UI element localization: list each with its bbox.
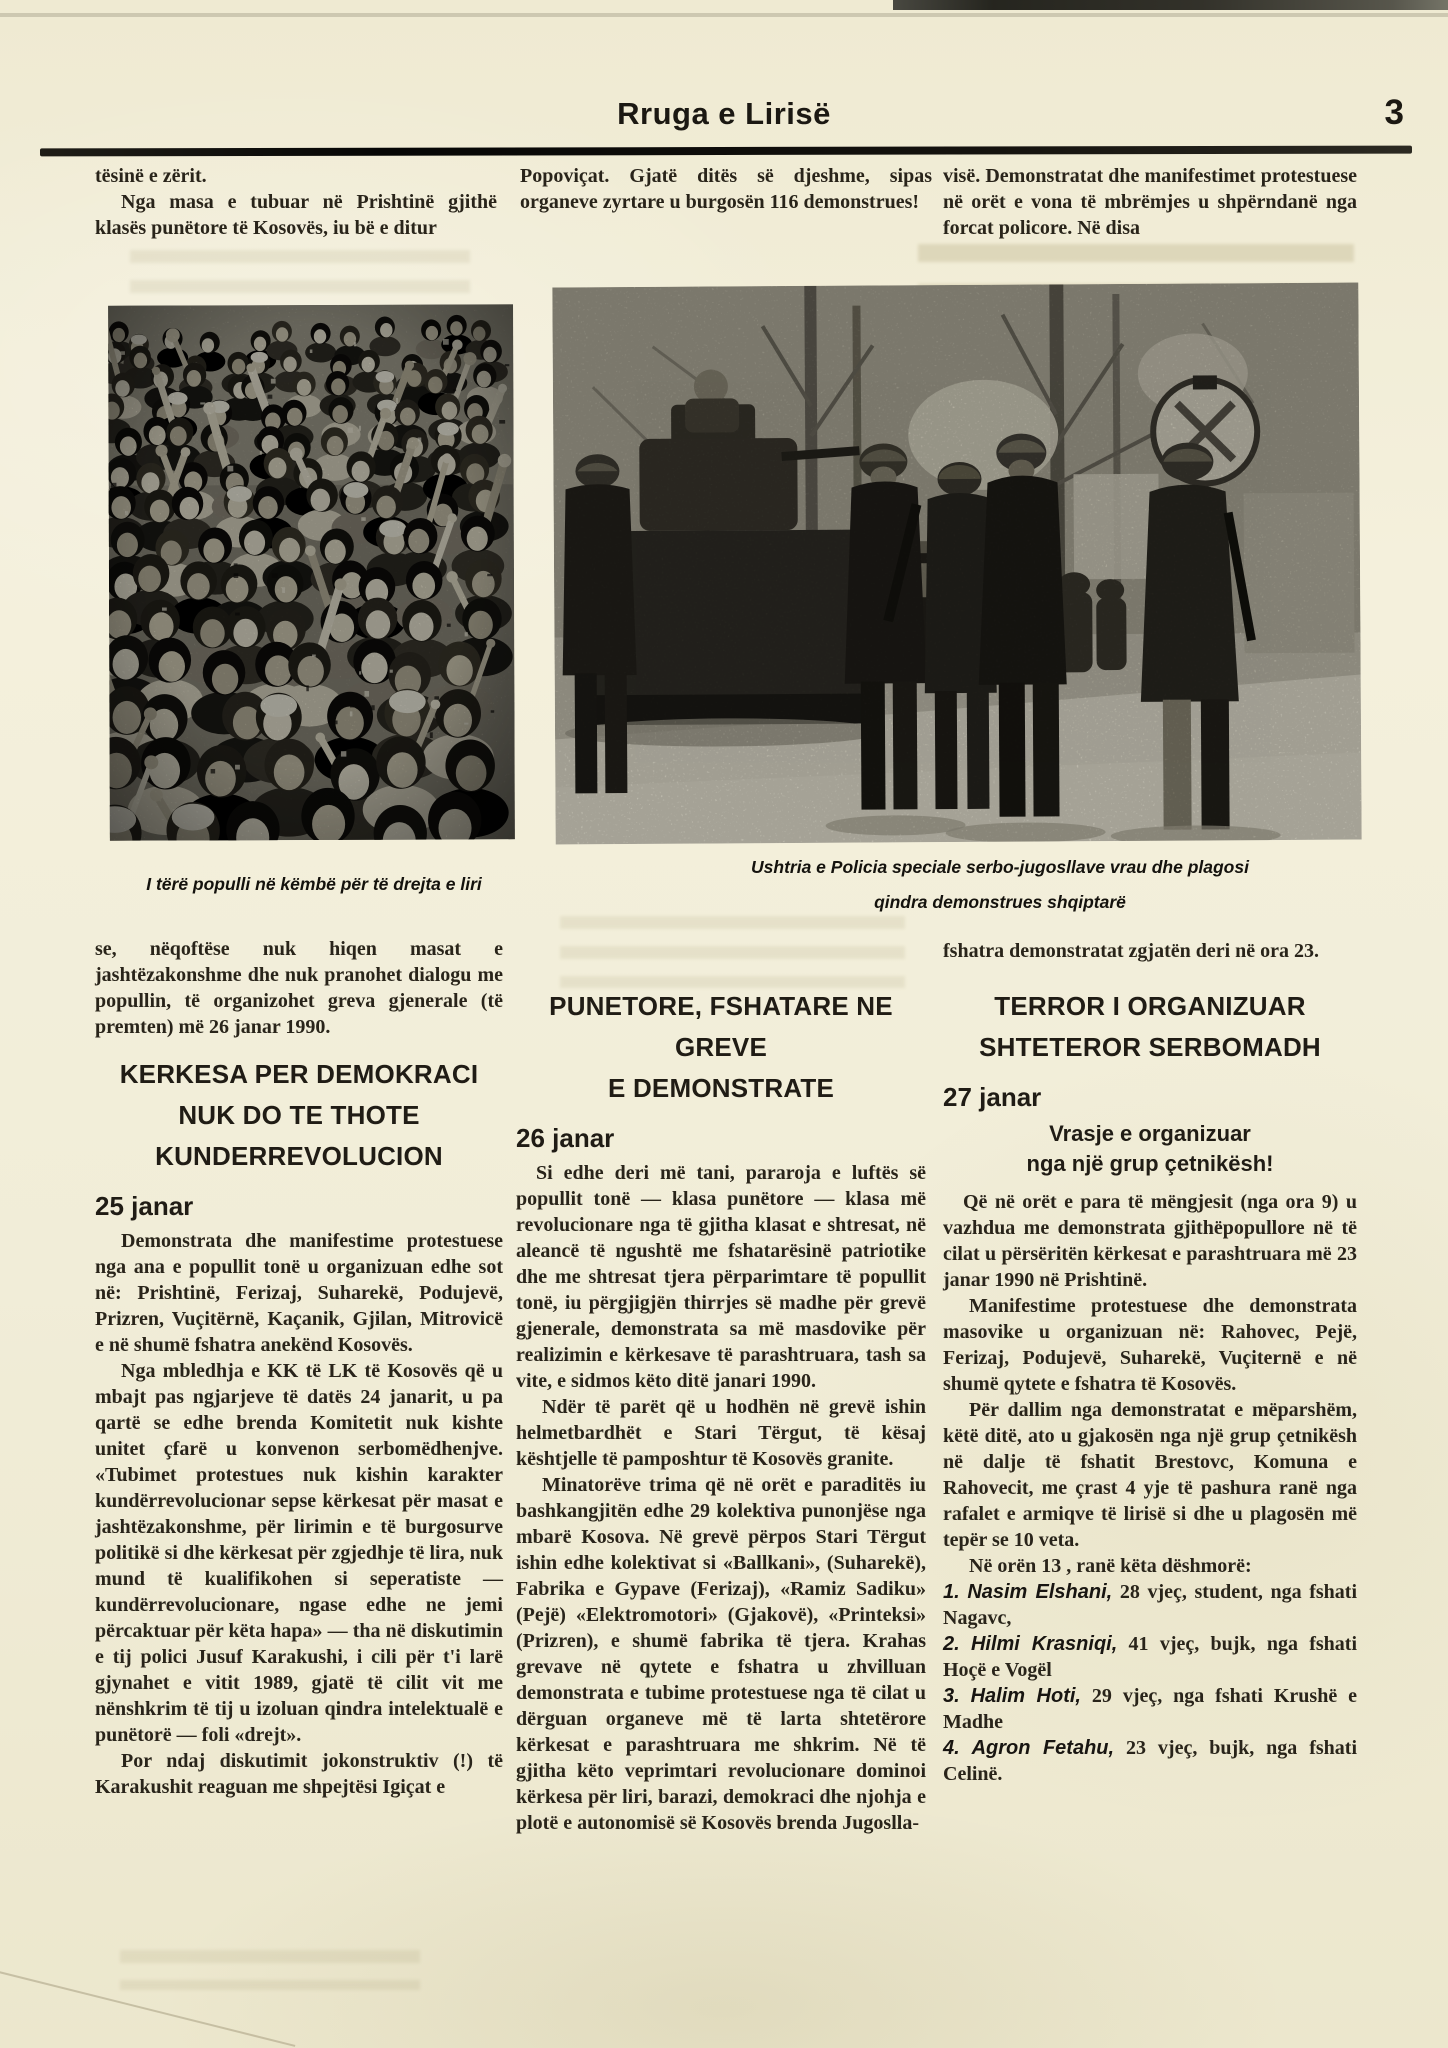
victim-list-item xyxy=(943,1735,1357,1787)
paragraph: visë. Demonstratat dhe manifestimet protestuese në orët e vona të mbrëmjes u shpërndanë nga forcat policore. Në disa xyxy=(943,165,1357,239)
victim-name: Halim Hoti, xyxy=(970,1685,1081,1707)
headline-line: KERKESA PER DEMOKRACI xyxy=(119,1059,479,1089)
article-column-middle xyxy=(516,986,926,1836)
paragraph: Në orën 13 , ranë këta dëshmorë: xyxy=(969,1555,1252,1577)
header-rule xyxy=(40,146,1412,157)
crowd-photo-image xyxy=(108,304,515,840)
victim-list-item xyxy=(943,1579,1357,1631)
police-street-photo-image xyxy=(552,283,1361,845)
paragraph: Si edhe deri më tani, pararoja e luftës së popullit tonë — klasa punëtore — klasa më revolucionare nga të gjitha klasat e shtresat, në aleancë të ngushtë me fshatarësinë patriotike dhe me shtresat tjera përparimtare të popullit tonë, iu përgjigjën thirrjes së madhe për grevë gjenerale, demonstrata sa më masdovike për realizimin e kërkesave të parashtruara, tash sa vite, e sidmos këto ditë janari 1990. xyxy=(516,1162,926,1392)
paragraph: Demonstrata dhe manifestime protestuese nga ana e popullit tonë u organizuan edhe sot në: Prishtinë, Ferizaj, Suharekë, Podujevë, Prizren, Vuçitërnë, Kaçanik, Gjilan, Mitrovicë e në shumë fshatra anekënd Kosovës. xyxy=(95,1230,503,1356)
paragraph: Por ndaj diskutimit jokonstruktiv (!) të Karakushit reaguan me shpejtësi Igiçat e xyxy=(95,1750,503,1798)
article-column-right xyxy=(943,938,1357,1787)
paragraph: Për dallim nga demonstratat e mëparshëm, këtë ditë, ato u gjakosën nga një grup çetnikësh në dalje të fshatit Brestovc, Komuna e Rahovecit, me çrast 4 yje të pashura ranë nga rafalet e armiqve të lirisë si dhe u plagosën më tepër se 10 veta. xyxy=(943,1399,1357,1551)
victim-number: 1. xyxy=(943,1581,960,1603)
paragraph: tësinë e zërit. xyxy=(95,165,207,187)
intro-column-1 xyxy=(95,163,497,241)
bleedthrough-ghost xyxy=(130,250,470,296)
scan-artifact-line xyxy=(0,13,1448,17)
scan-artifact-top-bar xyxy=(893,0,1448,10)
page-number: 3 xyxy=(1384,93,1404,132)
headline-line: SHTETEROR SERBOMADH xyxy=(979,1032,1321,1062)
paragraph: Nga mbledhja e KK të LK të Kosovës që u mbajt pas ngjarjeve të datës 24 janarit, u pa qartë se edhe brenda Komitetit nuk kishte unitet çfarë u konvenon serbomëdhenjve. «Tubimet protestues nuk kishin karakter kundërrevolucionar sepse kërkesat për masat e jashtëzakonshme, për lirimin e të burgosurve politikë si dhe kërkesat për zgjedhje të lira, nuk mund të kualifikohen si seperatiste — kundërrevolucionare, ngase edhe ne jemi përcaktuar për këta hapa» — tha në diskutimin e tij polici Jusuf Karakushi, i cili për t'i larë gjynahet e vitit 1989, gjatë të cilit vit me nënshkrim të tij u izoluan qindra intelektualë e punëtorë — foli «drejt». xyxy=(95,1360,503,1746)
bleedthrough-ghost xyxy=(120,1950,420,1990)
headline-line: KUNDERREVOLUCION xyxy=(155,1141,443,1171)
subhead-line: nga një grup çetnikësh! xyxy=(1026,1151,1274,1176)
date-subhead-25-janar: 25 janar xyxy=(95,1191,194,1221)
paragraph: Manifestime protestuese dhe demonstrata masovike u organizuan në: Rahovec, Pejë, Ferizaj, Podujevë, Suharekë, Vuçiternë e në shumë qytete e fshatra të Kosovës. xyxy=(943,1295,1357,1395)
photo-caption-left: I tërë populli në këmbë për të drejta e liri xyxy=(146,874,482,894)
intro-column-3 xyxy=(943,163,1357,241)
paragraph: Minatorëve trima që në orët e paraditës iu bashkangjitën edhe 29 kolektiva punonjëse nga mbarë Kosova. Në grevë përpos Stari Tërgut ishin edhe kolektivat si «Ballkani», (Suharekë), Fabrika e Gypave (Ferizaj), «Ramiz Sadiku» (Pejë) «Elektromotori» (Gjakovë), «Printeksi» (Prizren), e shumë fabrika të tjera. Krahas grevave në qytete e fshatra u zhvilluan demonstrata e tubime protestuese nga të cilat u dërguan organeve më të larta shtetërore kërkesat e parashtruara me shkrim. Në të gjitha këto veprimtari revolucionare dominoi kërkesa për liri, barazi, demokraci dhe njohja e plotë e autonomisë së Kosovës brenda Jugoslla- xyxy=(516,1474,926,1834)
victim-list-item xyxy=(943,1631,1357,1683)
crowd-photo xyxy=(108,304,515,840)
article-headline-middle xyxy=(516,986,926,1109)
article-headline-right xyxy=(943,986,1357,1068)
victim-details: 28 vjeç, student, nga fshati Nagavc, xyxy=(943,1581,1358,1629)
intro-column-2 xyxy=(520,163,932,215)
article-column-left xyxy=(95,936,503,1800)
photo-caption-right-line1: Ushtria e Policia speciale serbo-jugosllave vrau dhe plagosi xyxy=(751,857,1249,877)
victim-list-item xyxy=(943,1683,1357,1735)
subhead-line: Vrasje e organizuar xyxy=(1049,1121,1251,1146)
victim-name: Nasim Elshani, xyxy=(967,1581,1113,1603)
victim-details: 29 vjeç, nga fshati Krushë e Madhe xyxy=(943,1685,1358,1733)
victim-number: 4. xyxy=(943,1737,960,1759)
victim-details: 41 vjeç, bujk, nga fshati Hoçë e Vogël xyxy=(943,1633,1358,1681)
victim-number: 2. xyxy=(943,1633,960,1655)
paragraph: se, nëqoftëse nuk hiqen masat e jashtëzakonshme dhe nuk pranohet dialogu me popullin, të organizohet greva gjenerale (të premten) më 26 janar 1990. xyxy=(95,938,503,1038)
victim-details: 23 vjeç, bujk, nga fshati Celinë. xyxy=(943,1737,1358,1785)
victim-name: Agron Fetahu, xyxy=(971,1737,1115,1759)
article-headline-left xyxy=(95,1054,503,1177)
page-title: Rruga e Lirisë xyxy=(617,96,831,131)
paragraph: Ndër të parët që u hodhën në grevë ishin helmetbardhët e Stari Tërgut, të kësaj kështjelle të pamposhtur të Kosovës granite. xyxy=(516,1396,926,1470)
victim-name: Hilmi Krasniqi, xyxy=(970,1633,1118,1655)
bleedthrough-ghost xyxy=(560,916,905,988)
paragraph: Nga masa e tubuar në Prishtinë gjithë klasës punëtore të Kosovës, iu bë e ditur xyxy=(95,191,497,239)
date-subhead-26-janar: 26 janar xyxy=(516,1123,615,1153)
paragraph: fshatra demonstratat zgjatën deri në ora 23. xyxy=(943,940,1320,962)
police-street-photo xyxy=(552,283,1361,845)
date-subhead-27-janar: 27 janar xyxy=(943,1082,1042,1112)
article-subhead-right xyxy=(943,1119,1357,1179)
headline-line: E DEMONSTRATE xyxy=(607,1073,834,1103)
photo-caption-right-line2: qindra demonstrues shqiptarë xyxy=(874,892,1126,912)
headline-line: TERROR I ORGANIZUAR xyxy=(994,991,1306,1021)
photo-caption-right xyxy=(690,850,1310,920)
headline-line: NUK DO TE THOTE xyxy=(178,1100,420,1130)
paragraph: Popoviçat. Gjatë ditës së djeshme, sipas organeve zyrtare u burgosën 116 demonstrues! xyxy=(520,165,932,213)
paragraph: Që në orët e para të mëngjesit (nga ora 9) u vazhdua me demonstrata gjithëpopullore në të cilat u përsëritën kërkesat e parashtruara më 23 janar 1990 në Prishtinë. xyxy=(943,1191,1357,1291)
headline-line: PUNETORE, FSHATARE NE GREVE xyxy=(549,991,893,1062)
victim-number: 3. xyxy=(943,1685,960,1707)
